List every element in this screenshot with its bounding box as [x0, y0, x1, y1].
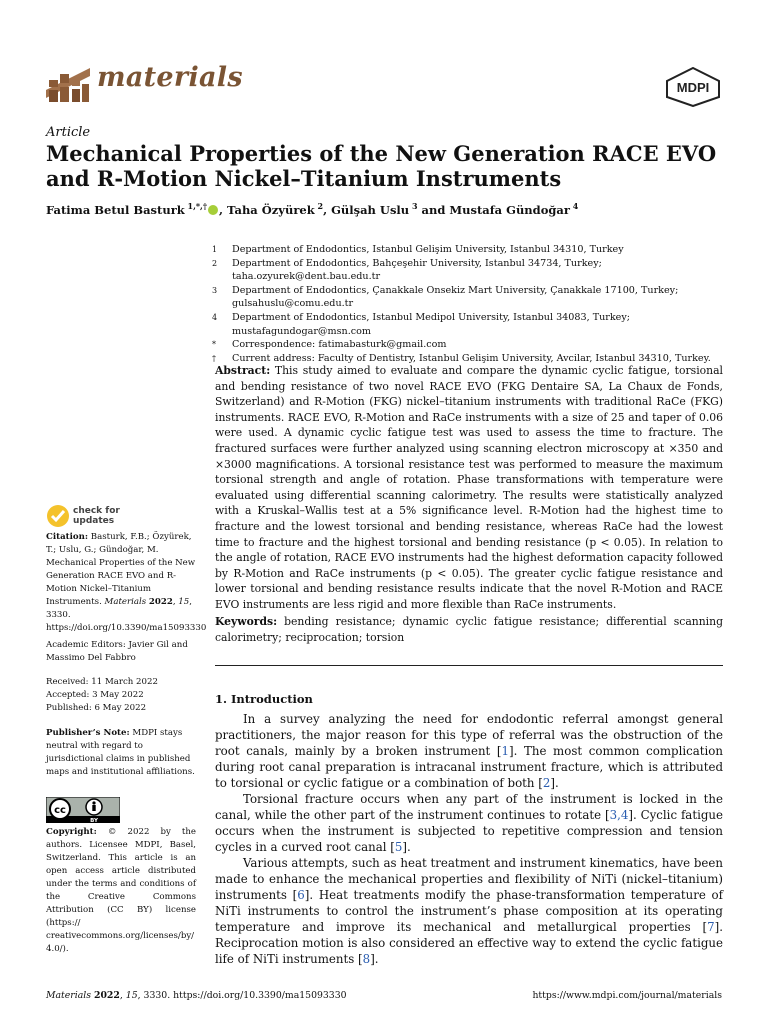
footer-volume: 15	[125, 990, 138, 1001]
accepted-date: Accepted: 3 May 2022	[46, 690, 144, 700]
citation-link[interactable]: 3,4	[609, 808, 629, 822]
section-divider	[215, 665, 723, 666]
dates-block	[46, 676, 196, 715]
author-affiliation-marker: 4	[569, 201, 579, 211]
svg-text:cc: cc	[54, 805, 66, 816]
citation-volume: 15	[178, 597, 190, 607]
author-separator: and	[417, 202, 450, 217]
citation-link[interactable]: 2	[542, 776, 551, 790]
affiliation-marker: 1	[212, 245, 218, 254]
affiliation-item	[212, 311, 742, 338]
affiliation-marker: 3	[212, 285, 218, 295]
affiliation-item	[212, 284, 742, 311]
academic-editors: Academic Editors: Javier Gil and Massimo Del Fabbro	[46, 640, 188, 663]
body-text-segment: ]. Heat treatments modify the phase-transformation temperature of NiTi instruments to control the instrument’s phase composition at its operating temperature and improve its mechanical and metallurgical properties [	[215, 888, 723, 934]
body-text-segment: ].	[370, 952, 379, 966]
introduction-body	[215, 711, 723, 967]
affiliation-list	[212, 243, 742, 365]
citation-year: 2022	[148, 597, 173, 607]
affiliation-marker: 2	[212, 258, 218, 268]
svg-text:BY: BY	[90, 818, 98, 823]
publisher-note-text: MDPI stays neutral with regard to jurisdictional claims in published maps and institutional affiliations.	[46, 728, 195, 777]
body-paragraph	[215, 791, 723, 855]
citation-link[interactable]: 5	[394, 840, 403, 854]
cc-by-license-icon[interactable]	[46, 797, 120, 823]
journal-logo-icon	[46, 60, 90, 104]
footer-journal-url[interactable]: https://www.mdpi.com/journal/materials	[532, 990, 722, 1001]
body-text-segment: ]. The most common complication during root canal preparation is intracanal instrument fracture, which is attributed to torsional or cyclic fatigue or a combination of both [	[215, 744, 723, 790]
author-affiliation-marker: 3	[409, 201, 418, 211]
author-separator: ,	[219, 202, 228, 217]
affiliation-text: Current address: Faculty of Dentistry, Istanbul Gelişim University, Avcilar, Istanbul 34310, Turkey.	[232, 352, 711, 364]
journal-name: materials	[97, 62, 243, 93]
keywords-text: bending resistance; dynamic cyclic fatigue resistance; differential scanning calorimetry; reciprocation; torsion	[215, 615, 724, 644]
citation-doi[interactable]: , 3330. https://doi.org/10.3390/ma15093330	[46, 597, 207, 633]
body-text-segment: Various attempts, such as heat treatment and instrument kinematics, have been made to enhance the mechanical properties and flexibility of NiTi (nickel–titanium) instruments [	[215, 856, 723, 902]
keywords	[215, 614, 723, 645]
copyright-block	[46, 826, 196, 956]
citation-journal: Materials	[104, 597, 147, 607]
publisher-name: MDPI	[676, 80, 710, 95]
affiliation-marker: †	[212, 353, 216, 363]
body-text-segment: Torsional fracture occurs when any part of the instrument is locked in the canal, while the other part of the instrument continues to rotate [	[215, 792, 723, 822]
copyright-text: © 2022 by the authors. Licensee MDPI, Basel, Switzerland. This article is an open access article distributed under the terms and conditions of the Creative Commons Attribution (CC BY) license (https:// creativecommons.org/licenses/by/ 4.0/).	[46, 827, 197, 954]
author-name: Taha Özyürek	[227, 202, 315, 217]
citation-text: Basturk, F.B.; Özyürek, T.; Uslu, G.; Gündoğar, M. Mechanical Properties of the New Generation RACE EVO and R-Motion Nickel–Titanium Instruments.	[46, 532, 196, 607]
section-heading-introduction: 1. Introduction	[215, 692, 313, 706]
copyright-label: Copyright:	[46, 827, 97, 837]
publisher-logo-icon	[664, 67, 722, 107]
body-paragraph	[215, 711, 723, 791]
citation-link[interactable]: 1	[501, 744, 510, 758]
author-name: Mustafa Gündoğar	[449, 202, 570, 217]
keywords-label: Keywords:	[215, 615, 278, 628]
body-text-segment: In a survey analyzing the need for endodontic referral amongst general practitioners, the major reason for this type of referral was the obstruction of the root canals, mainly by a broken instrument [	[215, 712, 723, 758]
orcid-icon[interactable]	[208, 205, 218, 215]
body-paragraph	[215, 855, 723, 967]
citation-link[interactable]: 8	[362, 952, 371, 966]
check-for-updates-button[interactable]	[46, 504, 156, 530]
citation-label: Citation:	[46, 532, 89, 542]
footer-doi[interactable]: , 3330. https://doi.org/10.3390/ma15093330	[137, 990, 347, 1001]
author-separator: ,	[323, 202, 332, 217]
affiliation-item	[212, 338, 742, 352]
footer-citation: Materials 2022, 15, 3330. https://doi.org/10.3390/ma15093330	[46, 990, 347, 1001]
check-updates-icon	[46, 504, 70, 528]
author-name: Gülşah Uslu	[331, 202, 410, 217]
check-updates-line1: check for	[73, 506, 120, 516]
affiliation-text: Department of Endodontics, Istanbul Medipol University, Istanbul 34083, Turkey; mustafagundogar@msn.com	[232, 311, 631, 337]
publisher-note	[46, 727, 196, 779]
author-affiliation-marker: 2	[314, 201, 324, 211]
affiliation-marker: *	[212, 340, 216, 350]
citation-block: Citation: Basturk, F.B.; Özyürek, T.; Uslu, G.; Gündoğar, M. Mechanical Properties of the New Generation RACE EVO and R-Motion Nickel–Titanium Instruments. Materials 2022, 15, 3330. https://doi.org/10.3390/ma15093330	[46, 532, 207, 633]
author-name: Fatima Betul Basturk	[46, 202, 185, 217]
publisher-note-label: Publisher’s Note:	[46, 728, 130, 738]
author-list	[46, 201, 736, 217]
affiliation-marker: 4	[212, 312, 218, 322]
article-type: Article	[46, 125, 91, 140]
footer-year: 2022	[93, 990, 120, 1001]
affiliation-text: Correspondence: fatimabasturk@gmail.com	[232, 339, 447, 351]
affiliation-item	[212, 243, 742, 257]
body-text-segment: ].	[402, 840, 411, 854]
affiliation-text: Department of Endodontics, Çanakkale Onsekiz Mart University, Çanakkale 17100, Turkey; gulsahuslu@comu.edu.tr	[232, 284, 679, 310]
affiliation-text: Department of Endodontics, Istanbul Gelişim University, Istanbul 34310, Turkey	[232, 244, 624, 255]
body-text-segment: ]. Reciprocation motion is also considered an effective way to extend the cyclic fatigue life of NiTi instruments [	[215, 920, 723, 966]
affiliation-item	[212, 257, 742, 284]
affiliation-text: Department of Endodontics, Bahçeşehir University, Istanbul 34734, Turkey; taha.ozyurek@dent.bau.edu.tr	[232, 257, 602, 283]
author-affiliation-marker: 1,*,†	[184, 201, 208, 211]
body-text-segment: ]. Cyclic fatigue occurs when the instrument is subjected to repetitive compression and tension cycles in a curved root canal [	[215, 808, 723, 854]
footer-journal: Materials	[46, 990, 92, 1001]
citation-link[interactable]: 6	[297, 888, 305, 902]
abstract-text: This study aimed to evaluate and compare the dynamic cyclic fatigue, torsional and bending resistance of two novel RACE EVO (FKG Dentaire SA, La Chaux de Fonds, Switzerland) and R-Motion (FKG) nickel–titanium instruments with traditional RaCe (FKG) instruments. RACE EVO, R-Motion and RaCe instruments with a size of 25 and taper of 0.06 were used. A dynamic cyclic fatigue test was used to assess the time to fracture. The fractured surfaces were further analyzed using scanning electron microscopy at ×350 and ×3000 magnifications. A torsional resistance test was performed to measure the maximum torsional strength and angle of rotation. Phase transformations with temperature were evaluated using differential scanning calorimetry. The results were statistically analyzed with a Kruskal–Wallis test at a 5% significance level. R-Motion had the highest time to fracture and the lowest torsional and bending resistance, whereas RaCe had the lowest time to fracture and the highest torsional and bending resistance (p < 0.05). In relation to the angle of rotation, RACE EVO instruments had the highest deformation capacity followed by R-Motion and RaCe instruments (p < 0.05). The greater cyclic fatigue resistance and lower torsional and bending resistance results indicate that the novel R-Motion and RACE EVO instruments are less rigid and more flexible than RaCe instruments.	[215, 364, 723, 611]
citation-link[interactable]: 7	[707, 920, 715, 934]
abstract-label: Abstract:	[215, 364, 271, 377]
published-date: Published: 6 May 2022	[46, 703, 147, 713]
article-title: Mechanical Properties of the New Generation RACE EVO and R-Motion Nickel–Titanium Instruments	[46, 141, 717, 191]
abstract	[215, 363, 723, 613]
received-date: Received: 11 March 2022	[46, 677, 158, 687]
check-updates-line2: updates	[73, 516, 115, 526]
body-text-segment: ].	[550, 776, 559, 790]
